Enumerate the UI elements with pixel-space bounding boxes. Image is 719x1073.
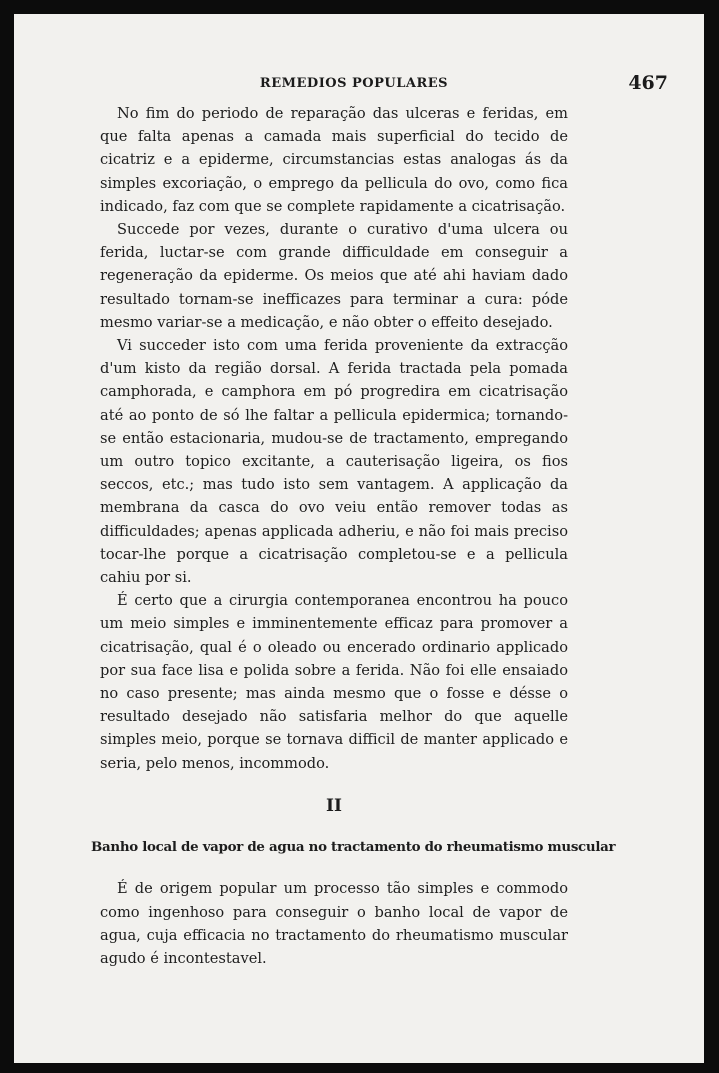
book-page (14, 14, 704, 1063)
paragraph-2: Succede por vezes, durante o curativo d'uma ulcera ou ferida, luctar-se com grande difficuldade em conseguir a regeneração da epiderme. Os meios que até ahi haviam dado resultado tornam-se inefficazes para terminar a cura: póde mesmo variar-se a medicação, e não obter o effeito desejado. (100, 221, 568, 331)
page-number: 467 (628, 72, 668, 94)
paragraph-4: É certo que a cirurgia contemporanea encontrou ha pouco um meio simples e imminentemente efficaz para promover a cicatrisação, qual é o oleado ou encerado ordinario applicado por sua face lisa e polida sobre a ferida. Não foi elle ensaiado no caso presente; mas ainda mesmo que o fosse e désse o resultado desejado não satisfaria melhor do que aquelle simples meio, porque se tornava difficil de manter applicado e seria, pelo menos, incommodo. (100, 592, 568, 772)
section-heading: Banho local de vapor de agua no tractamento do rheumatismo muscular (91, 839, 616, 856)
running-title: REMEDIOS POPULARES (259, 76, 449, 91)
running-header (100, 72, 668, 94)
section-paragraph: É de origem popular um processo tão simples e commodo como ingenhoso para conseguir o banho local de vapor de agua, cuja efficacia no tractamento do rheumatismo muscular agudo é incontestavel. (100, 880, 568, 967)
paragraph-3: Vi succeder isto com uma ferida proveniente da extracção d'um kisto da região dorsal. A ferida tractada pela pomada camphorada, e camphora em pó progredira em cicatrisação até ao ponto de só lhe faltar a pellicula epidermica; tornando-se então estacionaria, mudou-se de tractamento, empregando um outro topico excitante, a cauterisação ligeira, os fios seccos, etc.; mas tudo isto sem vantagem. A applicação da membrana da casca do ovo veiu então remover todas as difficuldades; apenas applicada adheriu, e não foi mais preciso tocar-lhe porque a cicatrisação completou-se e a pellicula cahiu por si. (100, 337, 568, 587)
paragraph-1: No fim do periodo de reparação das ulceras e feridas, em que falta apenas a camada mais superficial do tecido de cicatriz e a epiderme, circumstancias estas analogas ás da simples excoriação, o emprego da pellicula do ovo, como fica indicado, faz com que se complete rapidamente a cicatrisação. (100, 105, 568, 215)
section-numeral: II (326, 795, 342, 816)
page-body (91, 102, 616, 970)
